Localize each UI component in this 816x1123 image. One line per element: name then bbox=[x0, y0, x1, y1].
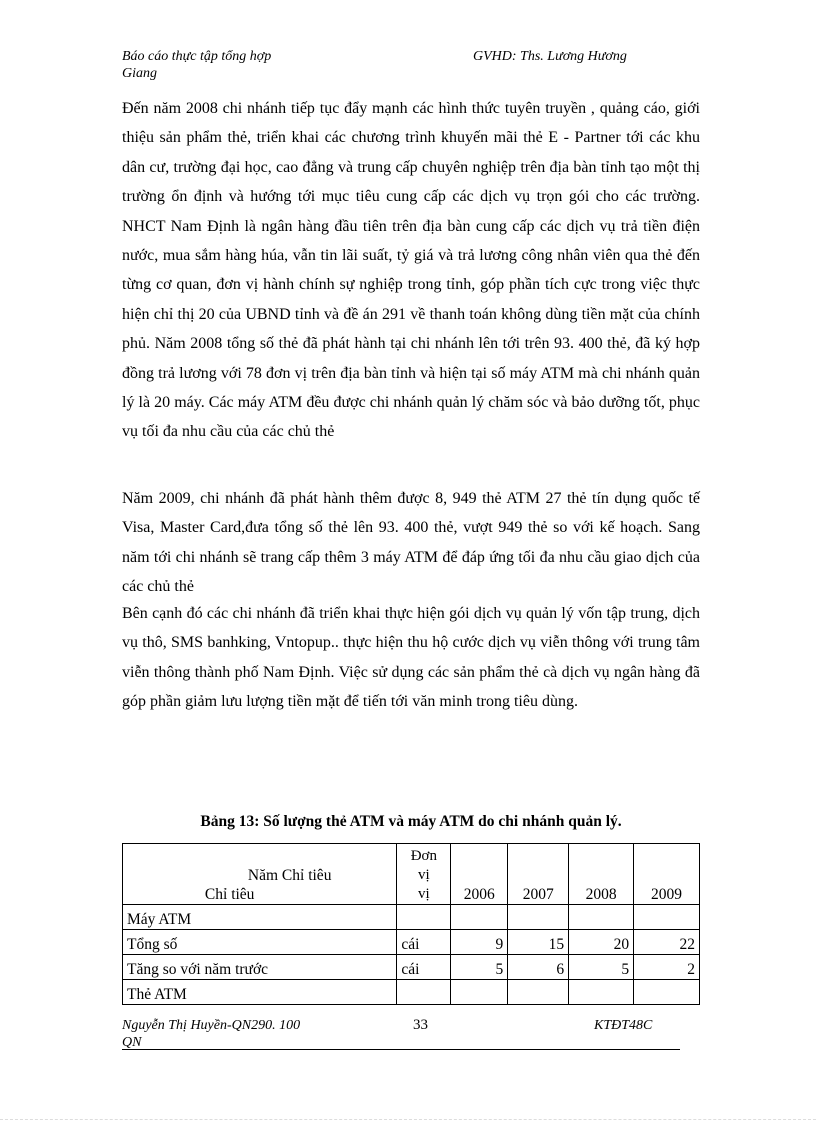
header-unit-line3: vị bbox=[418, 886, 430, 902]
row-value: 6 bbox=[508, 955, 569, 980]
header-unit-line1: Đơn bbox=[410, 848, 437, 864]
header-year: 2008 bbox=[569, 844, 634, 905]
row-value: 22 bbox=[634, 930, 700, 955]
row-unit: cái bbox=[397, 955, 451, 980]
row-value: 15 bbox=[508, 930, 569, 955]
page-edge bbox=[0, 1119, 816, 1120]
row-unit bbox=[397, 980, 451, 1005]
row-value: 2 bbox=[634, 955, 700, 980]
row-value: 5 bbox=[569, 955, 634, 980]
row-value bbox=[634, 905, 700, 930]
row-value bbox=[508, 980, 569, 1005]
table-row bbox=[123, 930, 700, 955]
header-unit-line2: vị bbox=[418, 867, 430, 883]
row-value bbox=[451, 980, 508, 1005]
row-value: 20 bbox=[569, 930, 634, 955]
row-label: Tổng số bbox=[123, 930, 397, 955]
row-value bbox=[634, 980, 700, 1005]
table-row bbox=[123, 905, 700, 930]
paragraph-2: Năm 2009, chi nhánh đã phát hành thêm được 8, 949 thẻ ATM 27 thẻ tín dụng quốc tế Visa, Master Card,đưa tổng số thẻ lên 93. 400 thẻ, vượt 949 thẻ so với kế hoạch. Sang năm tới chi nhánh sẽ trang cấp thêm 3 máy ATM để đáp ứng tối đa nhu cầu giao dịch của các chủ thẻ bbox=[122, 490, 700, 596]
row-label: Tăng so với năm trước bbox=[123, 955, 397, 980]
table-caption: Bảng 13: Số lượng thẻ ATM và máy ATM do chi nhánh quản lý. bbox=[200, 813, 622, 830]
header-unit-cell bbox=[397, 844, 451, 905]
paragraph-1: Đến năm 2008 chi nhánh tiếp tục đẩy mạnh các hình thức tuyên truyền , quảng cáo, giới thiệu sản phẩm thẻ, triển khai các chương trình khuyến mãi thẻ E - Partner tới các khu dân cư, trường đại học, cao đẳng và trung cấp chuyên nghiệp trên địa bàn tỉnh tạo một thị trường ổn định và hướng tới mục tiêu cung cấp các dịch vụ trọn gói cho các trường. NHCT Nam Định là ngân hàng đầu tiên trên địa bàn cung cấp các dịch vụ trả tiền điện nước, mua sắm hàng húa, vẫn tin lãi suất, tỷ giá và trả lương công nhân viên qua thẻ đến từng cơ quan, đơn vị hành chính sự nghiệp trong tỉnh, góp phần tích cực trong việc thực hiện chỉ thị 20 của UBND tỉnh và đề án 291 về thanh toán không dùng tiền mặt của chính phủ. Năm 2008 tổng số thẻ đã phát hành tại chi nhánh lên tới trên 93. 400 thẻ, đã ký hợp đồng trả lương với 78 đơn vị trên địa bàn tỉnh và hiện tại số máy ATM mà chi nhánh quản lý là 20 máy. Các máy ATM đều được chi nhánh quản lý chăm sóc và bảo dưỡng tốt, phục vụ tối đa nhu cầu của các chủ thẻ bbox=[122, 100, 700, 441]
table-row bbox=[123, 980, 700, 1005]
row-label: Máy ATM bbox=[123, 905, 397, 930]
row-label: Thẻ ATM bbox=[123, 980, 397, 1005]
row-unit bbox=[397, 905, 451, 930]
header-indicator-cell bbox=[123, 844, 397, 905]
header-year-indicator: Năm Chỉ tiêu bbox=[247, 867, 332, 884]
header-year: 2009 bbox=[634, 844, 700, 905]
header-indicator: Chỉ tiêu bbox=[204, 886, 255, 903]
row-value bbox=[569, 905, 634, 930]
row-value: 9 bbox=[451, 930, 508, 955]
footer-author bbox=[122, 1017, 342, 1051]
footer-class: KTĐT48C bbox=[594, 1018, 653, 1033]
table-header-row bbox=[123, 844, 700, 905]
row-value bbox=[451, 905, 508, 930]
table-row bbox=[123, 955, 700, 980]
header-left bbox=[122, 48, 322, 82]
row-value: 5 bbox=[451, 955, 508, 980]
paragraph-3: Bên cạnh đó các chi nhánh đã triển khai thực hiện gói dịch vụ quản lý vốn tập trung, dịch vụ thô, SMS banhking, Vntopup.. thực hiện thu hộ cước dịch vụ viễn thông với trung tâm viễn thông thành phố Nam Định. Việc sử dụng các sản phẩm thẻ cà dịch vụ ngân hàng đã góp phần giảm lưu lượng tiền mặt để tiến tới văn minh trong tiêu dùng. bbox=[122, 605, 700, 711]
header-year: 2007 bbox=[508, 844, 569, 905]
row-value bbox=[508, 905, 569, 930]
header-year: 2006 bbox=[451, 844, 508, 905]
header-advisor: GVHD: Ths. Lương Hương bbox=[473, 49, 627, 64]
page-number: 33 bbox=[413, 1017, 428, 1033]
footer-rule bbox=[122, 1049, 680, 1050]
header-report-title: Báo cáo thực tập tổng hợp bbox=[122, 49, 272, 64]
row-unit: cái bbox=[397, 930, 451, 955]
footer-author-line1: Nguyễn Thị Huyền-QN290. 100 bbox=[122, 1018, 301, 1033]
footer-author-line2: QN bbox=[122, 1035, 142, 1050]
atm-table bbox=[122, 843, 700, 1005]
header-report-title-cont: Giang bbox=[122, 66, 157, 81]
row-value bbox=[569, 980, 634, 1005]
